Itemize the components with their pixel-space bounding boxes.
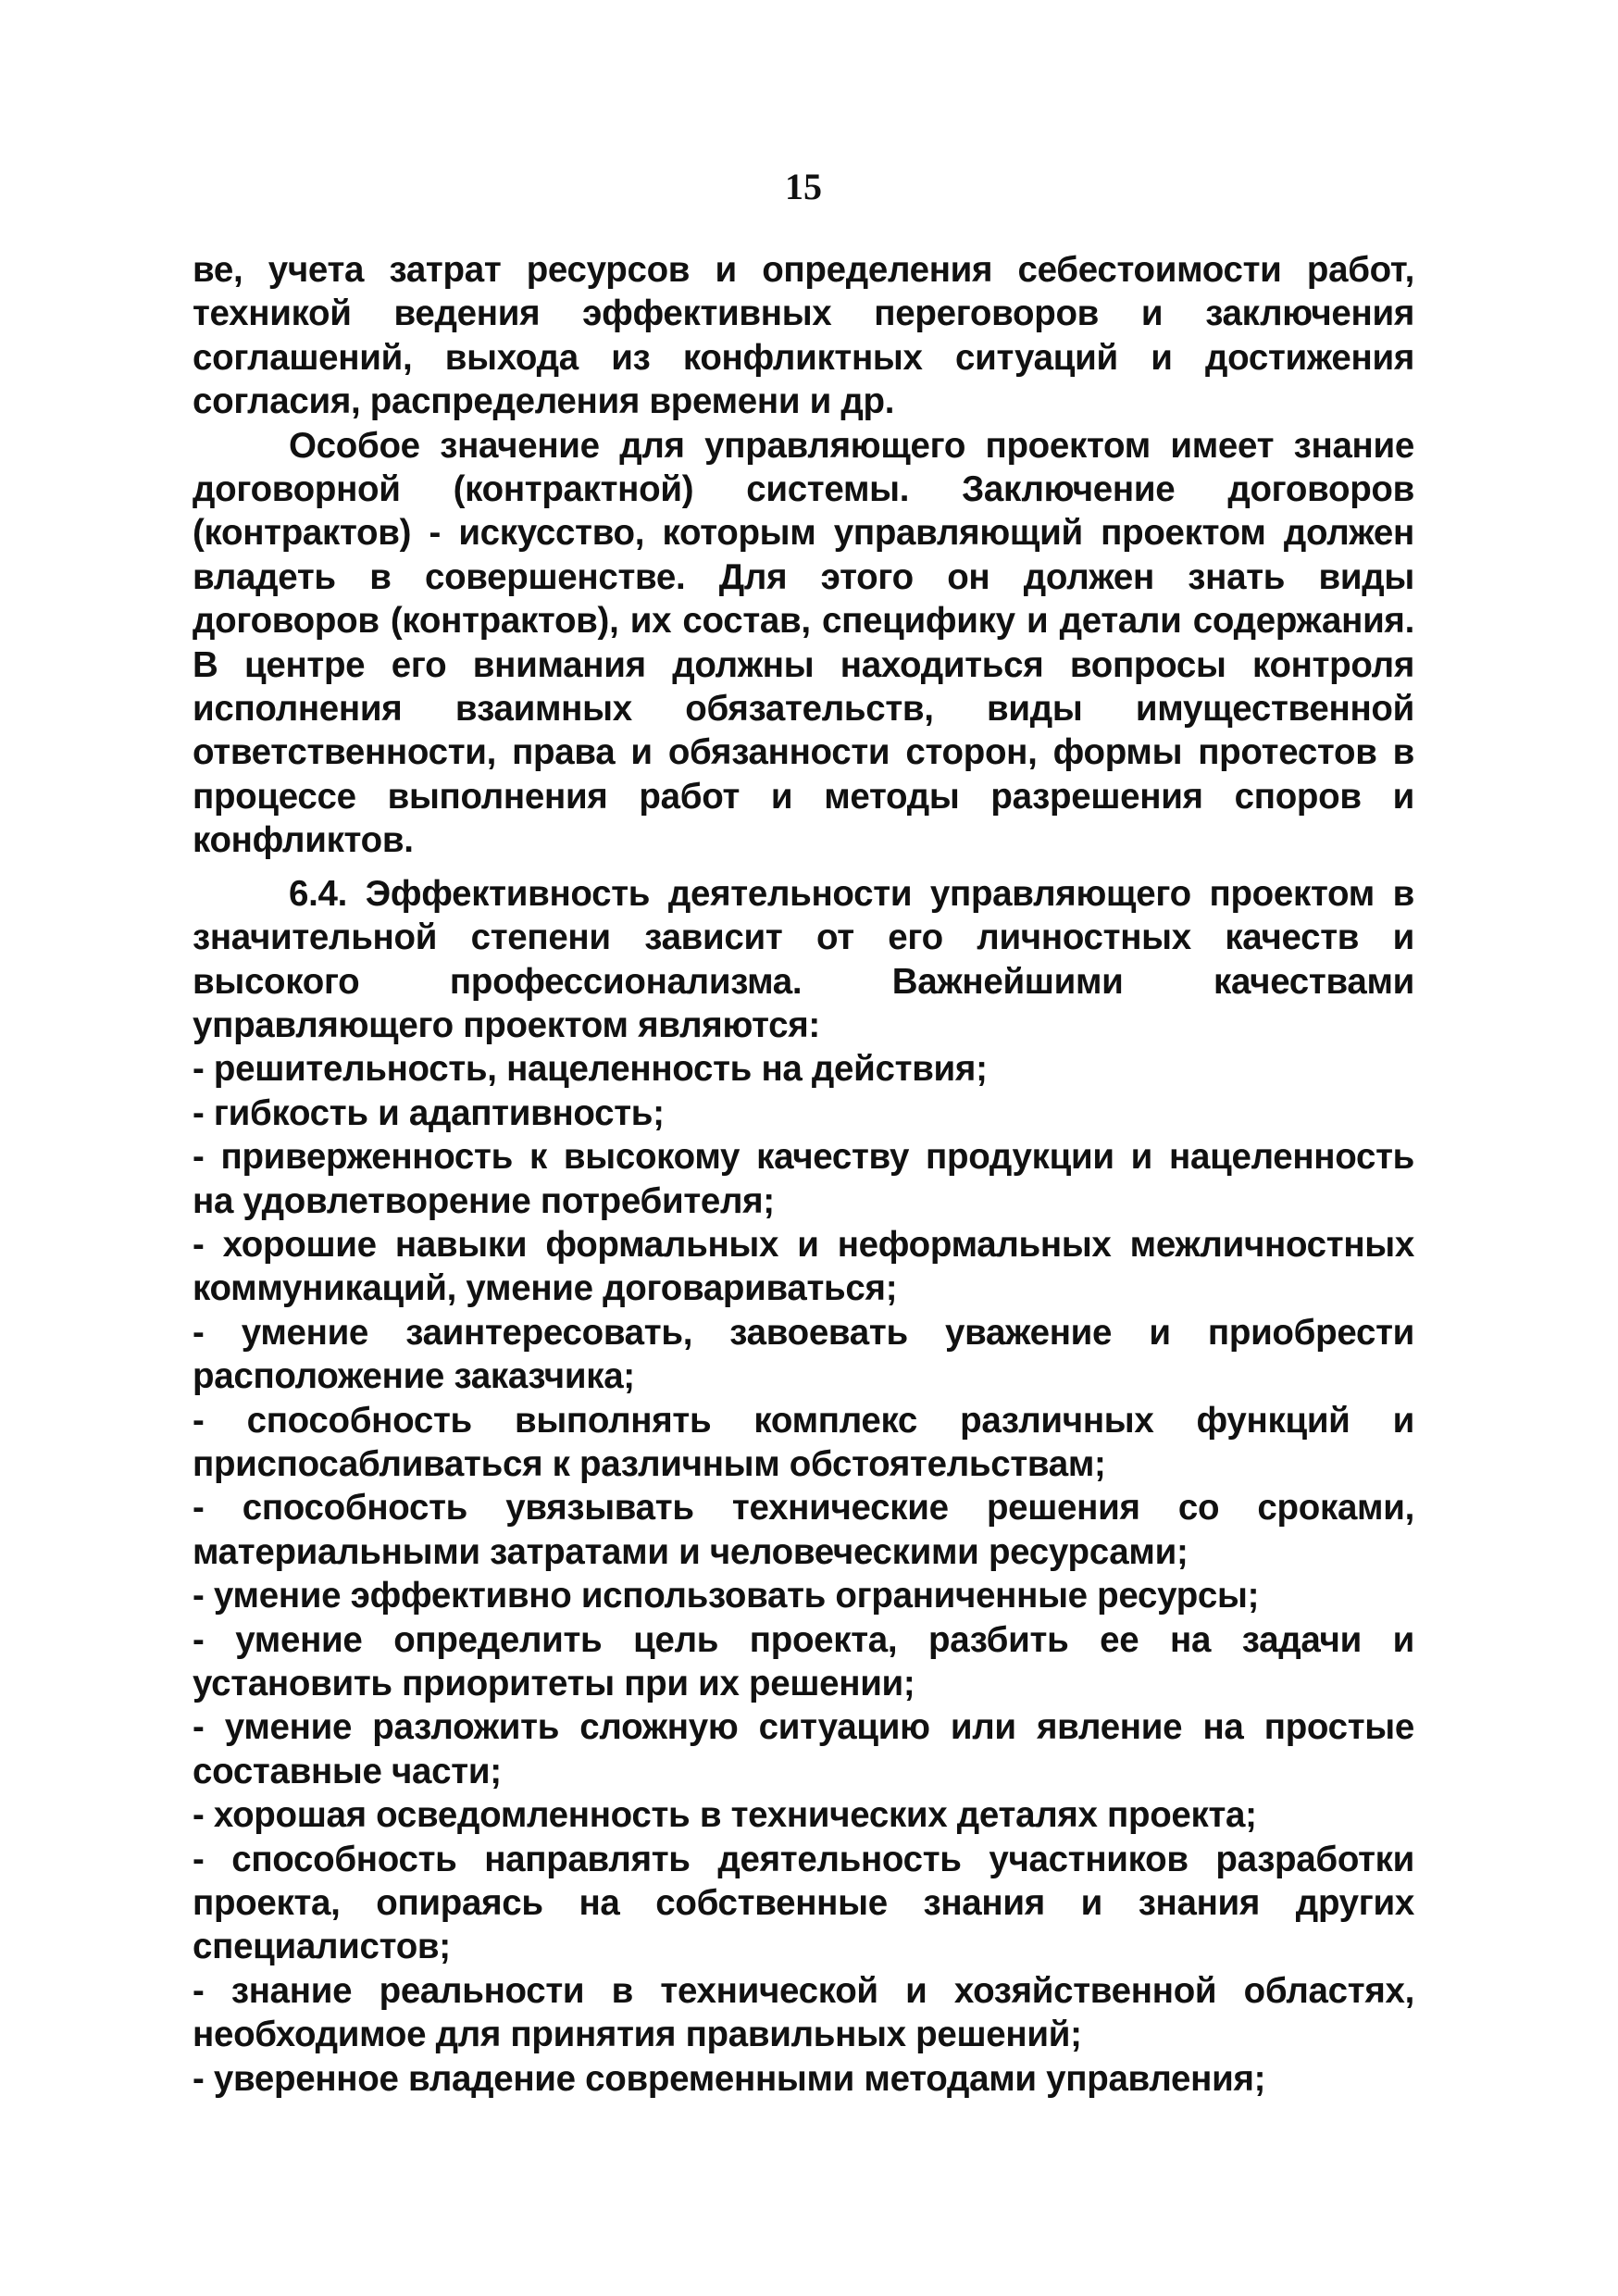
paragraph-continuation: ве, учета затрат ресурсов и определения себестоимости работ, техникой ведения эффективных переговоров и заключения соглашений, выхода из конфликтных ситуаций и достижения согласия, распределения времени и др. xyxy=(193,250,1414,422)
list-item: - гибкость и адаптивность; xyxy=(193,1092,665,1133)
paragraph-contract-system: Особое значение для управляющего проектом имеет знание договорной (контрактной) системы. Заключение договоров (контрактов) - искусство, которым управляющий проектом должен владеть в совершенстве. Для этого он должен знать виды договоров (контрактов), их состав, специфику и детали содержания. В центре его внимания должны находиться вопросы контроля исполнения взаимных обязательств, виды имущественной ответственности, права и обязанности сторон, формы протестов в процессе выполнения работ и методы разрешения споров и конфликтов. xyxy=(193,425,1414,861)
list-item: - знание реальности в технической и хозяйственной областях, необходимое для принятия правильных решений; xyxy=(193,1970,1414,2055)
list-item: - способность выполнять комплекс различных функций и приспосабливаться к различным обстоятельствам; xyxy=(193,1400,1414,1484)
list-item: - умение заинтересовать, завоевать уважение и приобрести расположение заказчика; xyxy=(193,1312,1414,1397)
list-item: - способность увязывать технические решения со сроками, материальными затратами и человеческими ресурсами; xyxy=(193,1488,1414,1572)
page-body xyxy=(193,248,1414,2101)
list-item: - хорошие навыки формальных и неформальных межличностных коммуникаций, умение договариваться; xyxy=(193,1224,1414,1309)
list-item: - умение разложить сложную ситуацию или явление на простые составные части; xyxy=(193,1707,1414,1791)
page-number: 15 xyxy=(785,166,822,207)
paragraph-section-6-4: 6.4. Эффективность деятельности управляющего проектом в значительной степени зависит от его личностных качеств и высокого профессионализма. Важнейшими качествами управляющего проектом являются: xyxy=(193,873,1414,1045)
list-item: - уверенное владение современными методами управления; xyxy=(193,2058,1266,2099)
list-item: - хорошая осведомленность в технических деталях проекта; xyxy=(193,1795,1257,1836)
list-item: - умение определить цель проекта, разбить ее на задачи и установить приоритеты при их решении; xyxy=(193,1619,1414,1703)
list-item: - решительность, нацеленность на действия; xyxy=(193,1049,988,1090)
list-item: - умение эффективно использовать ограниченные ресурсы; xyxy=(193,1576,1260,1616)
list-item: - способность направлять деятельность участников разработки проекта, опираясь на собственные знания и знания других специалистов; xyxy=(193,1839,1414,1967)
list-item: - приверженность к высокому качеству продукции и нацеленность на удовлетворение потребителя; xyxy=(193,1137,1414,1221)
